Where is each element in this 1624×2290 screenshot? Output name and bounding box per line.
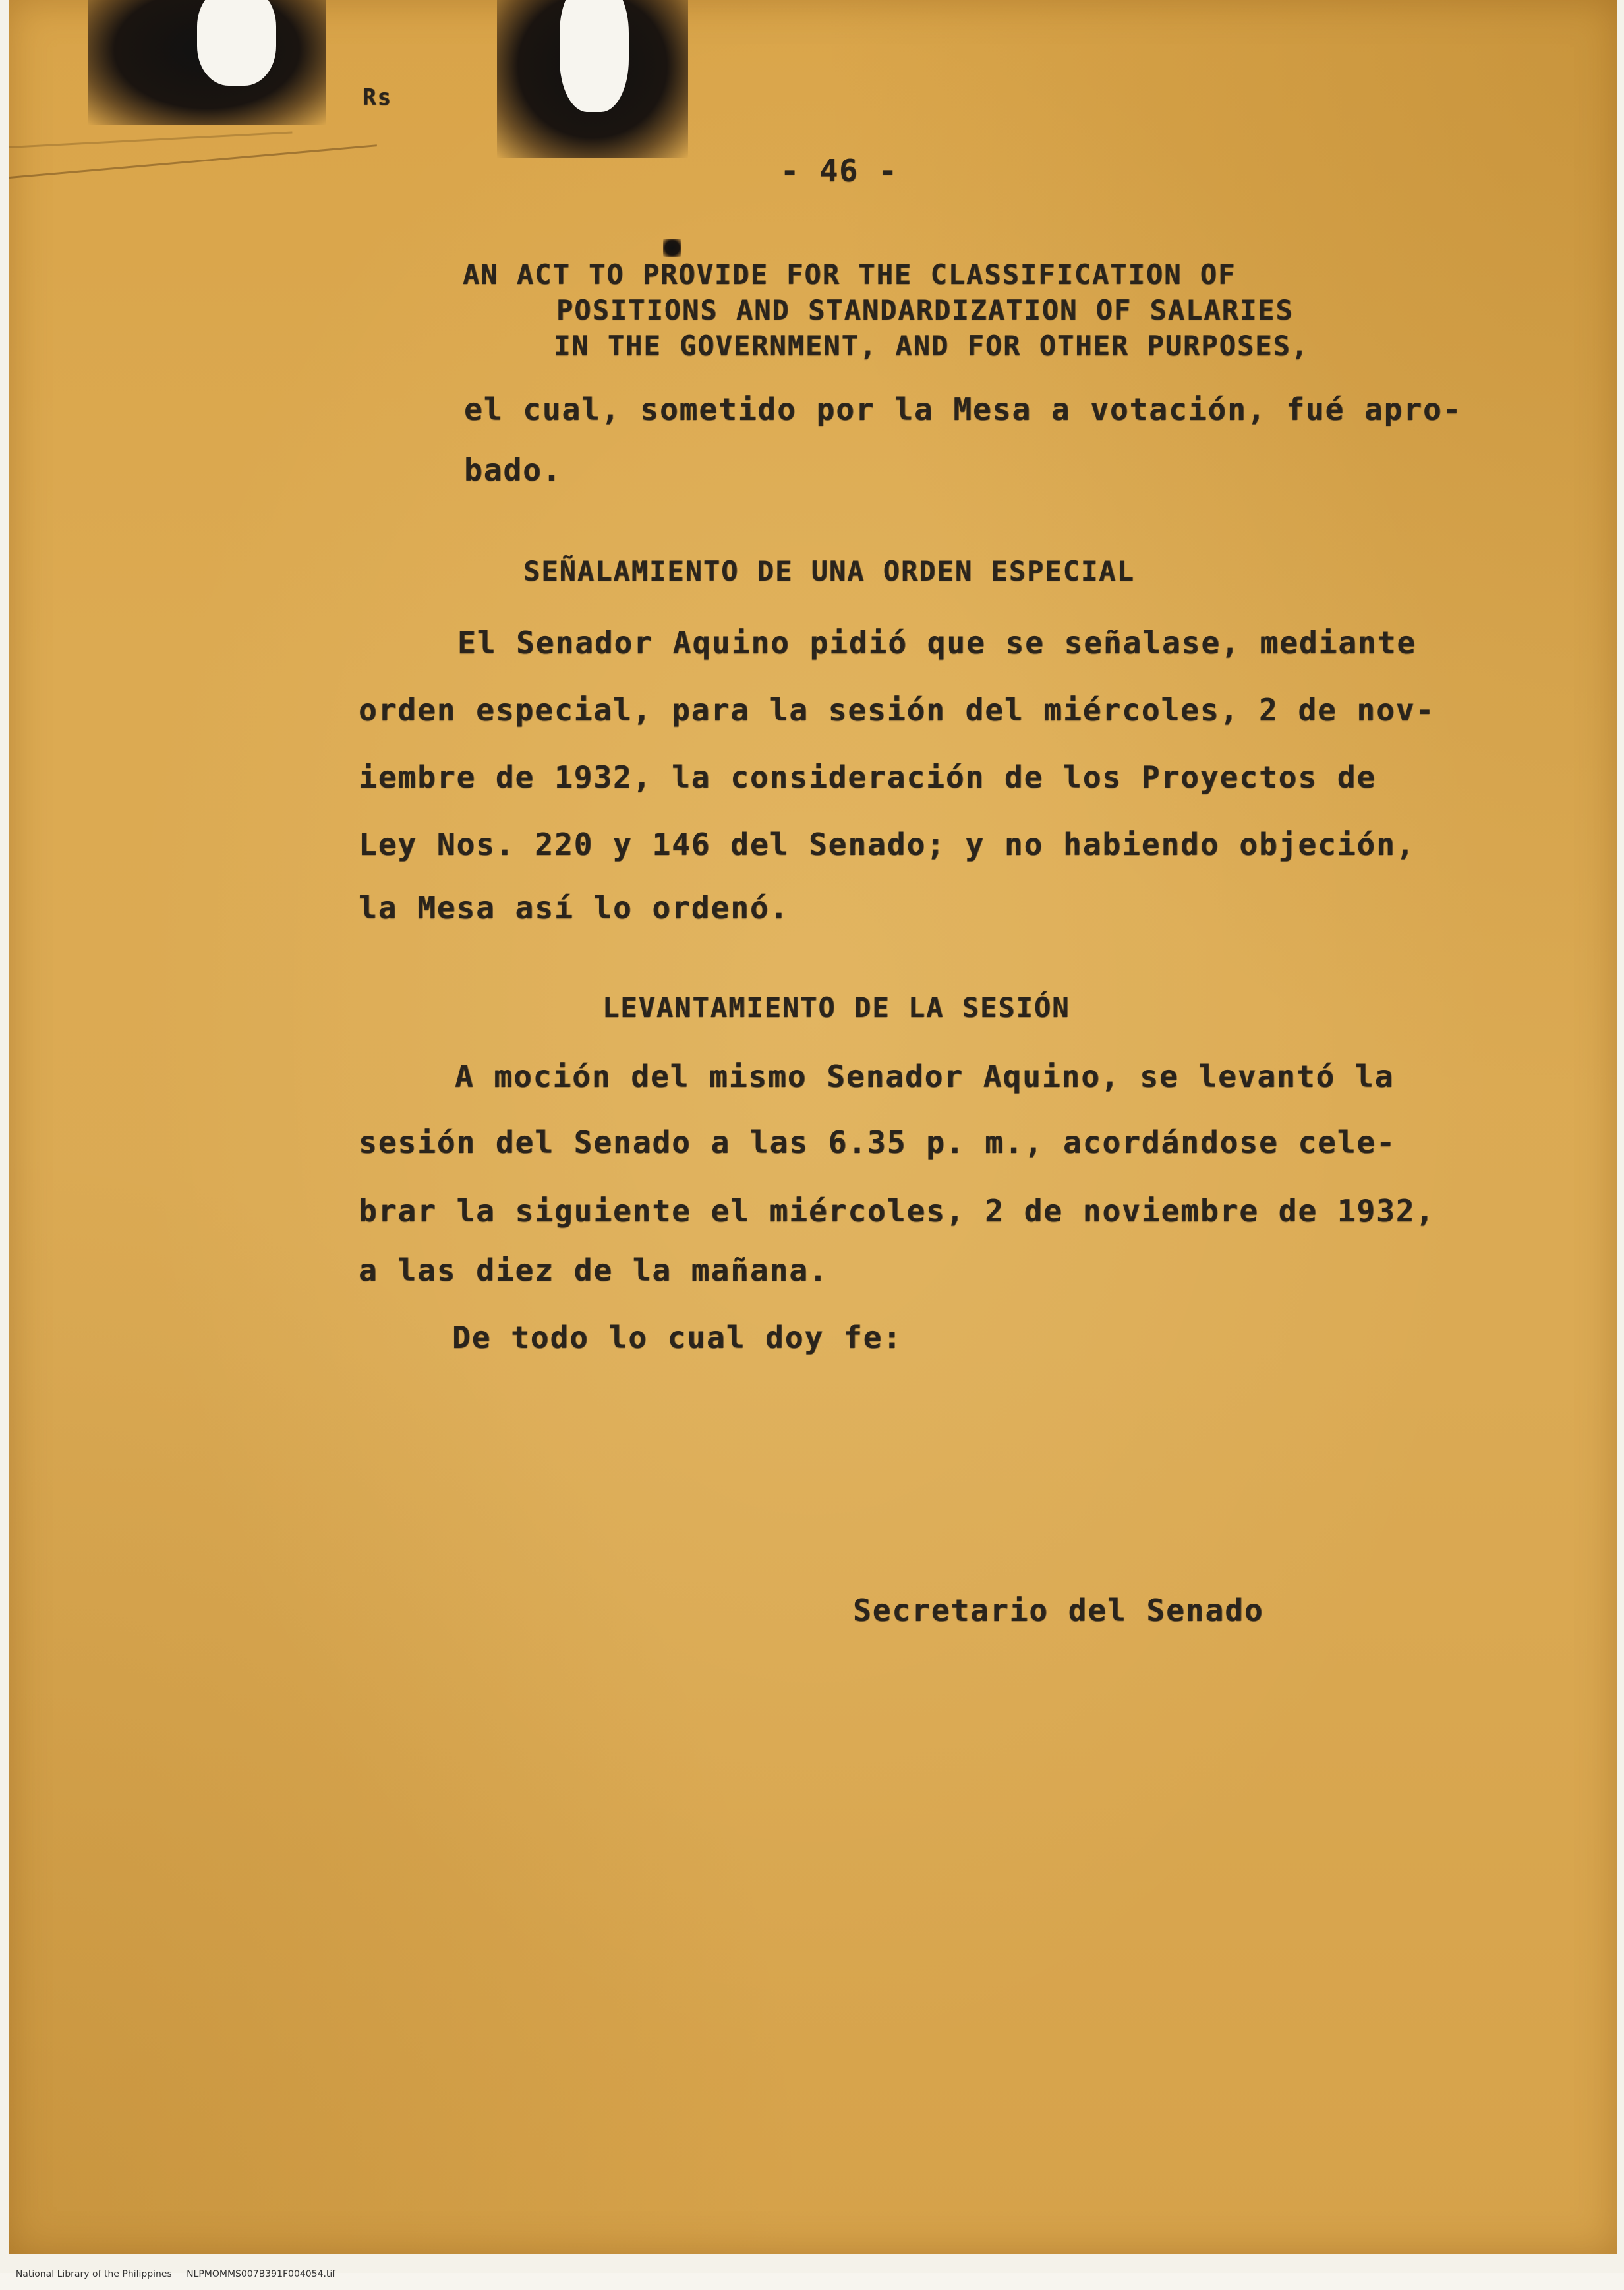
initials: Rs <box>362 84 392 111</box>
ink-blot <box>663 239 682 257</box>
burn-hole-left <box>197 0 276 86</box>
section-heading: SEÑALAMIENTO DE UNA ORDEN ESPECIAL <box>523 555 1135 587</box>
signature-label: Secretario del Senado <box>853 1593 1264 1628</box>
fold-line <box>9 144 377 179</box>
act-title-line: IN THE GOVERNMENT, AND FOR OTHER PURPOSES, <box>554 330 1310 362</box>
document-page <box>9 0 1617 2254</box>
paragraph-line: A moción del mismo Senador Aquino, se levantó la <box>455 1059 1395 1094</box>
fold-line <box>9 131 293 148</box>
closing-line: De todo lo cual doy fe: <box>452 1320 902 1355</box>
paragraph-line: la Mesa así lo ordenó. <box>359 890 790 925</box>
page-number: - 46 - <box>780 153 898 189</box>
scan-footer <box>4 2258 335 2290</box>
section-heading: LEVANTAMIENTO DE LA SESIÓN <box>602 991 1070 1024</box>
paragraph-line: sesión del Senado a las 6.35 p. m., acordándose cele- <box>359 1125 1396 1160</box>
burn-hole-right <box>560 0 629 112</box>
paragraph-line: El Senador Aquino pidió que se señalase, mediante <box>457 625 1417 661</box>
act-title-line: AN ACT TO PROVIDE FOR THE CLASSIFICATION OF <box>463 258 1236 291</box>
footer-institution: National Library of the Philippines <box>15 2269 172 2279</box>
paragraph-line: iembre de 1932, la consideración de los Proyectos de <box>359 759 1377 795</box>
paragraph-line: brar la siguiente el miércoles, 2 de noviembre de 1932, <box>359 1193 1436 1229</box>
paragraph-line: bado. <box>464 452 562 488</box>
footer-file-name: NLPMOMMS007B391F004054.tif <box>187 2269 336 2279</box>
paragraph-line: orden especial, para la sesión del miércoles, 2 de nov- <box>359 692 1436 728</box>
paragraph-line: a las diez de la mañana. <box>359 1252 828 1288</box>
act-title-line: POSITIONS AND STANDARDIZATION OF SALARIES <box>556 294 1294 326</box>
paragraph-line: Ley Nos. 220 y 146 del Senado; y no habiendo objeción, <box>359 827 1416 862</box>
paragraph-line: el cual, sometido por la Mesa a votación, fué apro- <box>464 392 1463 427</box>
